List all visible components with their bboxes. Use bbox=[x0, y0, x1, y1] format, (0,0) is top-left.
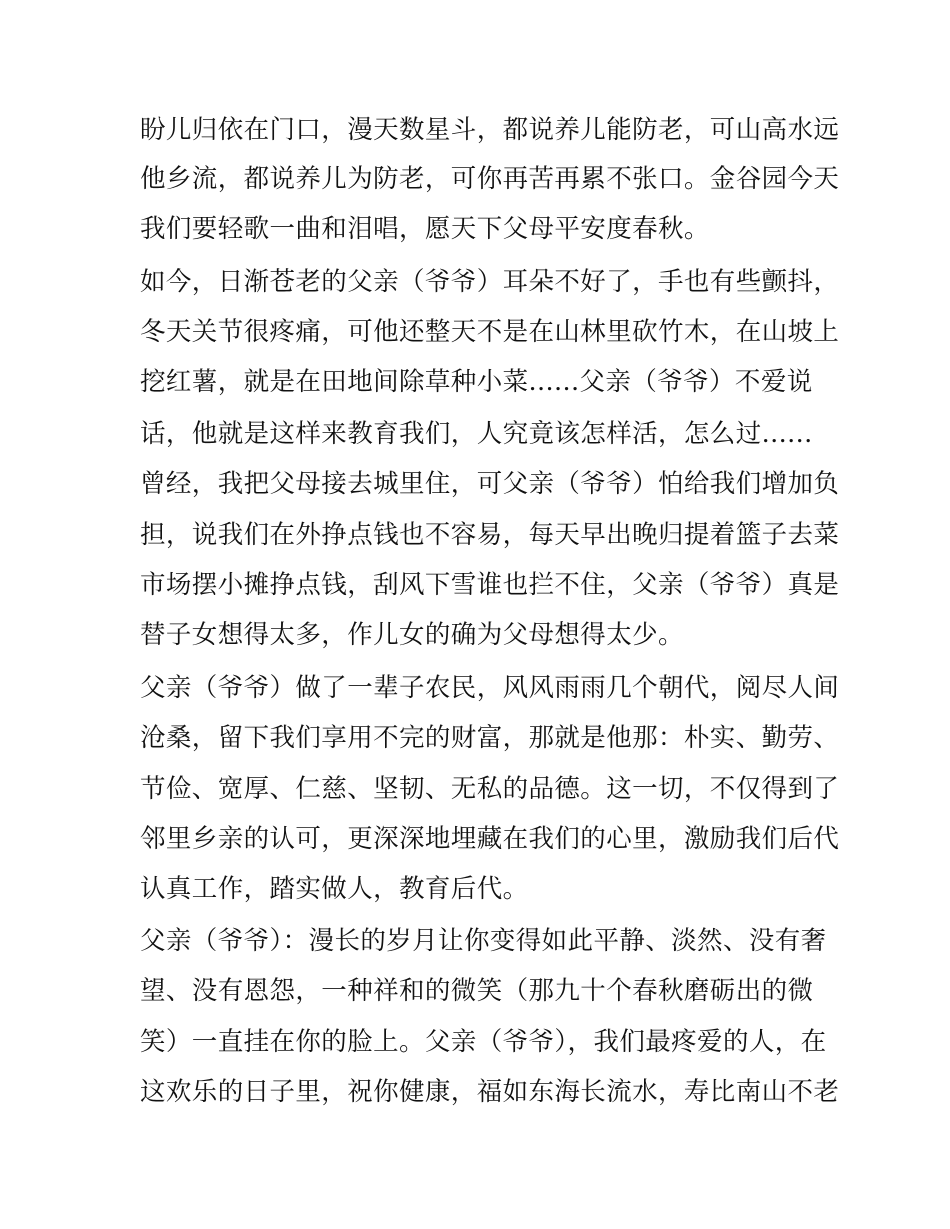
text-line: 这欢乐的日子里，祝你健康，福如东海长流水，寿比南山不老 bbox=[140, 1077, 840, 1107]
text-line: 担，说我们在外挣点钱也不容易，每天早出晚归提着篮子去菜 bbox=[140, 520, 840, 550]
text-line: 父亲（爷爷）做了一辈子农民，风风雨雨几个朝代，阅尽人间 bbox=[140, 673, 840, 703]
text-line: 沧桑，留下我们享用不完的财富，那就是他那：朴实、勤劳、 bbox=[140, 723, 840, 753]
text-line: 话，他就是这样来教育我们，人究竟该怎样活，怎么过...... bbox=[140, 419, 813, 449]
text-line: 替子女想得太多，作儿女的确为父母想得太少。 bbox=[140, 620, 684, 650]
text-line: 笑）一直挂在你的脸上。父亲（爷爷），我们最疼爱的人，在 bbox=[140, 1027, 827, 1057]
text-line: 挖红薯，就是在田地间除草种小菜......父亲（爷爷）不爱说 bbox=[140, 367, 813, 397]
text-line: 曾经，我把父母接去城里住，可父亲（爷爷）怕给我们增加负 bbox=[140, 469, 840, 499]
text-line: 父亲（爷爷）：漫长的岁月让你变得如此平静、淡然、没有奢 bbox=[140, 926, 827, 956]
text-line: 如今，日渐苍老的父亲（爷爷）耳朵不好了，手也有些颤抖， bbox=[140, 267, 840, 297]
text-line: 市场摆小摊挣点钱，刮风下雪谁也拦不住，父亲（爷爷）真是 bbox=[140, 570, 840, 600]
text-line: 节俭、宽厚、仁慈、坚韧、无私的品德。这一切，不仅得到了 bbox=[140, 774, 840, 804]
text-line: 认真工作，踏实做人，教育后代。 bbox=[140, 874, 529, 904]
text-line: 盼儿归依在门口，漫天数星斗，都说养儿能防老，可山高水远 bbox=[140, 115, 840, 145]
text-line: 望、没有恩怨，一种祥和的微笑（那九十个春秋磨砺出的微 bbox=[140, 976, 814, 1006]
text-line: 他乡流，都说养儿为防老，可你再苦再累不张口。金谷园今天 bbox=[140, 164, 840, 194]
text-line: 冬天关节很疼痛，可他还整天不是在山林里砍竹木，在山坡上 bbox=[140, 317, 840, 347]
text-line: 我们要轻歌一曲和泪唱，愿天下父母平安度春秋。 bbox=[140, 214, 710, 244]
text-line: 邻里乡亲的认可，更深深地埋藏在我们的心里，激励我们后代 bbox=[140, 824, 840, 854]
